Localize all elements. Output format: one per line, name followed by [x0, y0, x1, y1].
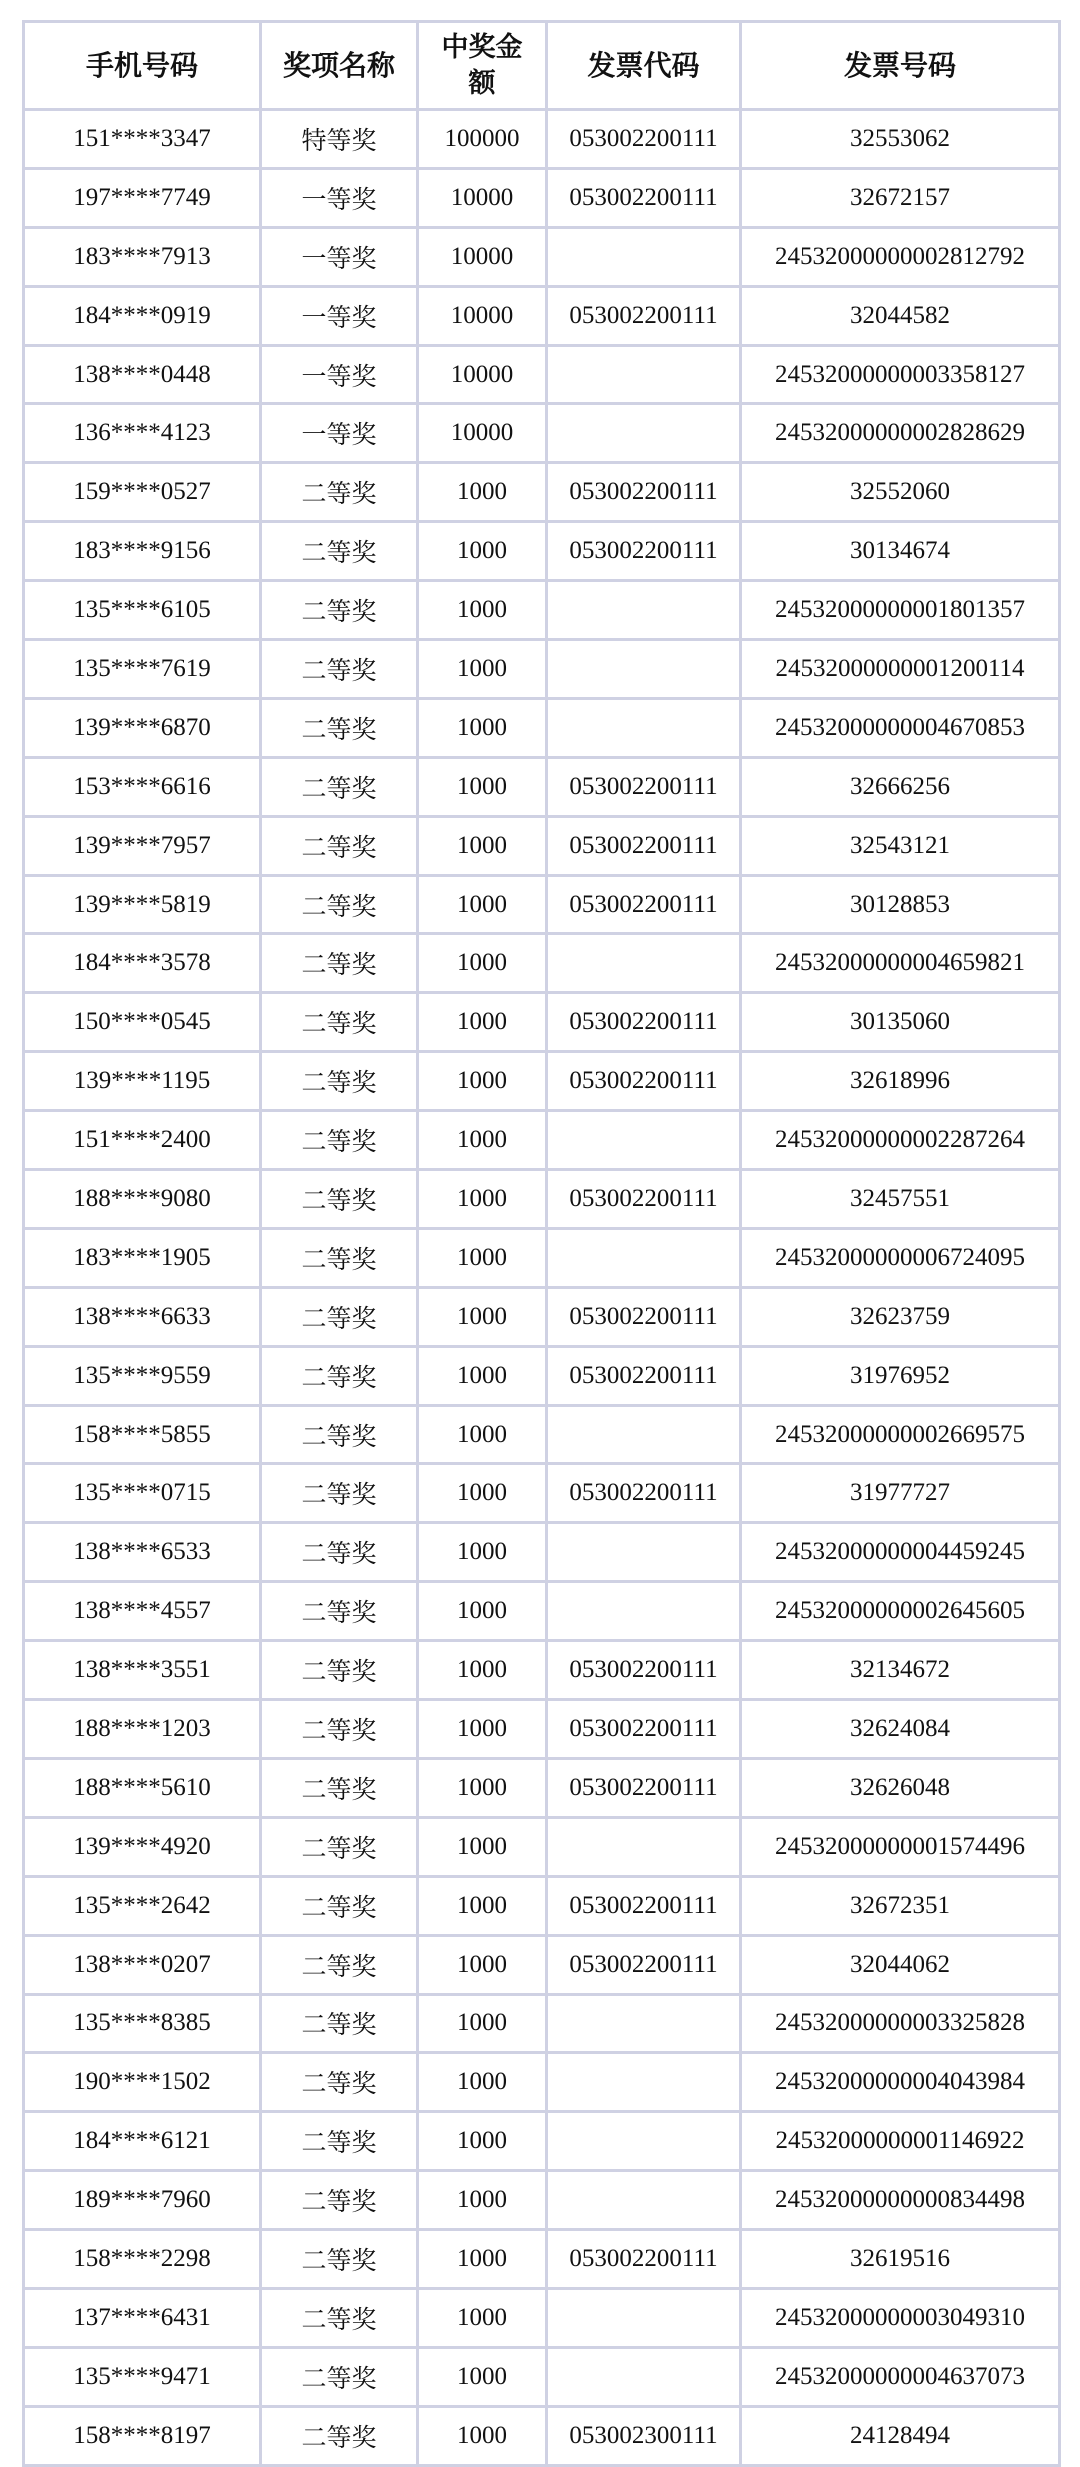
cell-prize-amount: 10000 — [418, 286, 547, 345]
table-row — [24, 286, 1060, 345]
table-row — [24, 1994, 1060, 2053]
table-row — [24, 2112, 1060, 2171]
cell-invoice-number: 32044062 — [741, 1935, 1060, 1994]
cell-invoice-code — [547, 345, 741, 404]
cell-prize-name: 一等奖 — [261, 345, 418, 404]
cell-invoice-code: 053002200111 — [547, 1052, 741, 1111]
table-row — [24, 757, 1060, 816]
cell-prize-name: 二等奖 — [261, 1405, 418, 1464]
cell-invoice-number: 30135060 — [741, 993, 1060, 1052]
cell-invoice-number: 24532000000004459245 — [741, 1523, 1060, 1582]
table-body — [24, 110, 1060, 2466]
cell-prize-amount: 1000 — [418, 1111, 547, 1170]
cell-prize-amount: 10000 — [418, 404, 547, 463]
cell-prize-name: 二等奖 — [261, 1876, 418, 1935]
cell-phone: 139****5819 — [24, 875, 261, 934]
table-row — [24, 993, 1060, 1052]
table-row — [24, 698, 1060, 757]
cell-phone: 139****7957 — [24, 816, 261, 875]
table-row — [24, 1405, 1060, 1464]
cell-invoice-number: 24532000000001801357 — [741, 581, 1060, 640]
cell-prize-name: 二等奖 — [261, 2347, 418, 2406]
cell-prize-name: 特等奖 — [261, 110, 418, 169]
cell-prize-amount: 10000 — [418, 345, 547, 404]
cell-invoice-number: 24532000000002645605 — [741, 1582, 1060, 1641]
cell-invoice-number: 32624084 — [741, 1700, 1060, 1759]
cell-prize-name: 二等奖 — [261, 1346, 418, 1405]
cell-invoice-code — [547, 698, 741, 757]
cell-phone: 197****7749 — [24, 168, 261, 227]
cell-invoice-number: 32543121 — [741, 816, 1060, 875]
table-row — [24, 1876, 1060, 1935]
table-row — [24, 1346, 1060, 1405]
cell-invoice-code — [547, 1405, 741, 1464]
header-phone: 手机号码 — [24, 22, 261, 110]
cell-invoice-code: 053002200111 — [547, 1700, 741, 1759]
cell-invoice-number: 24532000000003358127 — [741, 345, 1060, 404]
cell-prize-amount: 1000 — [418, 1052, 547, 1111]
cell-prize-name: 二等奖 — [261, 2171, 418, 2230]
cell-phone: 135****9471 — [24, 2347, 261, 2406]
cell-invoice-number: 30134674 — [741, 522, 1060, 581]
cell-prize-name: 二等奖 — [261, 2053, 418, 2112]
cell-prize-name: 二等奖 — [261, 1641, 418, 1700]
cell-invoice-number: 32553062 — [741, 110, 1060, 169]
cell-prize-name: 一等奖 — [261, 227, 418, 286]
cell-invoice-code: 053002200111 — [547, 2230, 741, 2289]
cell-prize-amount: 1000 — [418, 2347, 547, 2406]
table-row — [24, 227, 1060, 286]
table-row — [24, 1052, 1060, 1111]
cell-prize-name: 一等奖 — [261, 286, 418, 345]
cell-prize-amount: 1000 — [418, 522, 547, 581]
cell-prize-amount: 1000 — [418, 1170, 547, 1229]
table-row — [24, 1464, 1060, 1523]
cell-prize-amount: 1000 — [418, 2171, 547, 2230]
cell-prize-name: 二等奖 — [261, 993, 418, 1052]
cell-phone: 136****4123 — [24, 404, 261, 463]
cell-prize-amount: 100000 — [418, 110, 547, 169]
cell-prize-name: 二等奖 — [261, 875, 418, 934]
cell-phone: 183****1905 — [24, 1228, 261, 1287]
cell-prize-name: 二等奖 — [261, 2288, 418, 2347]
cell-invoice-number: 32618996 — [741, 1052, 1060, 1111]
cell-prize-amount: 1000 — [418, 993, 547, 1052]
table-row — [24, 1817, 1060, 1876]
cell-invoice-number: 24532000000004659821 — [741, 934, 1060, 993]
table-row — [24, 1170, 1060, 1229]
cell-phone: 158****5855 — [24, 1405, 261, 1464]
cell-prize-amount: 1000 — [418, 581, 547, 640]
cell-prize-name: 二等奖 — [261, 1287, 418, 1346]
cell-prize-amount: 1000 — [418, 1700, 547, 1759]
cell-phone: 138****6633 — [24, 1287, 261, 1346]
cell-invoice-number: 24532000000004043984 — [741, 2053, 1060, 2112]
cell-invoice-code: 053002200111 — [547, 1758, 741, 1817]
cell-phone: 135****7619 — [24, 640, 261, 699]
cell-invoice-number: 32619516 — [741, 2230, 1060, 2289]
cell-invoice-number: 24128494 — [741, 2406, 1060, 2465]
cell-invoice-code: 053002200111 — [547, 1170, 741, 1229]
cell-prize-amount: 1000 — [418, 1994, 547, 2053]
cell-prize-name: 二等奖 — [261, 640, 418, 699]
cell-invoice-code — [547, 1817, 741, 1876]
cell-invoice-code: 053002200111 — [547, 1641, 741, 1700]
cell-invoice-code — [547, 1582, 741, 1641]
cell-invoice-number: 32044582 — [741, 286, 1060, 345]
cell-prize-amount: 1000 — [418, 2406, 547, 2465]
cell-phone: 139****4920 — [24, 1817, 261, 1876]
table-row — [24, 1641, 1060, 1700]
cell-prize-amount: 1000 — [418, 1405, 547, 1464]
cell-prize-name: 二等奖 — [261, 581, 418, 640]
table-row — [24, 463, 1060, 522]
cell-prize-name: 二等奖 — [261, 816, 418, 875]
cell-prize-name: 二等奖 — [261, 463, 418, 522]
cell-invoice-code: 053002200111 — [547, 1876, 741, 1935]
cell-phone: 188****9080 — [24, 1170, 261, 1229]
cell-invoice-code: 053002200111 — [547, 1935, 741, 1994]
cell-prize-name: 二等奖 — [261, 1111, 418, 1170]
cell-prize-name: 二等奖 — [261, 698, 418, 757]
winners-table-container — [22, 20, 1058, 2467]
cell-prize-name: 二等奖 — [261, 1464, 418, 1523]
cell-invoice-number: 32672351 — [741, 1876, 1060, 1935]
header-row — [24, 22, 1060, 110]
cell-phone: 190****1502 — [24, 2053, 261, 2112]
cell-invoice-code — [547, 2053, 741, 2112]
cell-prize-amount: 1000 — [418, 1287, 547, 1346]
cell-invoice-number: 24532000000001200114 — [741, 640, 1060, 699]
cell-prize-name: 二等奖 — [261, 2406, 418, 2465]
cell-prize-name: 二等奖 — [261, 2230, 418, 2289]
table-row — [24, 2347, 1060, 2406]
cell-prize-amount: 1000 — [418, 1523, 547, 1582]
cell-phone: 138****3551 — [24, 1641, 261, 1700]
cell-invoice-code — [547, 227, 741, 286]
cell-invoice-code — [547, 1111, 741, 1170]
table-row — [24, 640, 1060, 699]
cell-invoice-number: 30128853 — [741, 875, 1060, 934]
winners-table — [22, 20, 1061, 2467]
cell-invoice-code: 053002200111 — [547, 757, 741, 816]
cell-prize-name: 二等奖 — [261, 1582, 418, 1641]
cell-prize-name: 二等奖 — [261, 757, 418, 816]
table-row — [24, 404, 1060, 463]
cell-invoice-number: 24532000000003325828 — [741, 1994, 1060, 2053]
cell-invoice-code: 053002200111 — [547, 816, 741, 875]
cell-prize-name: 二等奖 — [261, 1523, 418, 1582]
cell-prize-amount: 1000 — [418, 463, 547, 522]
cell-prize-name: 一等奖 — [261, 404, 418, 463]
table-row — [24, 1758, 1060, 1817]
cell-phone: 135****0715 — [24, 1464, 261, 1523]
cell-phone: 188****1203 — [24, 1700, 261, 1759]
header-invoice-code: 发票代码 — [547, 22, 741, 110]
cell-invoice-number: 24532000000002812792 — [741, 227, 1060, 286]
cell-phone: 135****9559 — [24, 1346, 261, 1405]
cell-prize-amount: 1000 — [418, 1935, 547, 1994]
cell-prize-name: 二等奖 — [261, 1758, 418, 1817]
cell-invoice-code: 053002200111 — [547, 1287, 741, 1346]
table-row — [24, 522, 1060, 581]
table-row — [24, 2171, 1060, 2230]
cell-phone: 150****0545 — [24, 993, 261, 1052]
cell-prize-amount: 10000 — [418, 227, 547, 286]
cell-invoice-code — [547, 581, 741, 640]
cell-prize-name: 二等奖 — [261, 2112, 418, 2171]
cell-prize-name: 二等奖 — [261, 934, 418, 993]
table-row — [24, 168, 1060, 227]
table-row — [24, 934, 1060, 993]
cell-invoice-code: 053002200111 — [547, 522, 741, 581]
cell-prize-amount: 1000 — [418, 1758, 547, 1817]
cell-invoice-number: 24532000000002287264 — [741, 1111, 1060, 1170]
cell-phone: 151****3347 — [24, 110, 261, 169]
cell-invoice-number: 31977727 — [741, 1464, 1060, 1523]
cell-invoice-number: 24532000000001574496 — [741, 1817, 1060, 1876]
cell-phone: 135****8385 — [24, 1994, 261, 2053]
cell-phone: 159****0527 — [24, 463, 261, 522]
cell-invoice-number: 24532000000004637073 — [741, 2347, 1060, 2406]
cell-prize-amount: 1000 — [418, 2112, 547, 2171]
cell-prize-amount: 1000 — [418, 640, 547, 699]
table-row — [24, 2406, 1060, 2465]
cell-invoice-code: 053002300111 — [547, 2406, 741, 2465]
cell-prize-amount: 1000 — [418, 2288, 547, 2347]
cell-invoice-code: 053002200111 — [547, 875, 741, 934]
cell-invoice-code: 053002200111 — [547, 110, 741, 169]
cell-phone: 184****0919 — [24, 286, 261, 345]
table-row — [24, 1582, 1060, 1641]
cell-invoice-code: 053002200111 — [547, 1464, 741, 1523]
table-row — [24, 110, 1060, 169]
cell-phone: 158****8197 — [24, 2406, 261, 2465]
cell-invoice-number: 32666256 — [741, 757, 1060, 816]
cell-phone: 137****6431 — [24, 2288, 261, 2347]
cell-invoice-number: 31976952 — [741, 1346, 1060, 1405]
header-prize-name: 奖项名称 — [261, 22, 418, 110]
cell-invoice-number: 32134672 — [741, 1641, 1060, 1700]
cell-phone: 153****6616 — [24, 757, 261, 816]
cell-invoice-number: 32672157 — [741, 168, 1060, 227]
cell-prize-amount: 1000 — [418, 1876, 547, 1935]
table-row — [24, 581, 1060, 640]
cell-phone: 135****6105 — [24, 581, 261, 640]
cell-invoice-code: 053002200111 — [547, 1346, 741, 1405]
cell-prize-amount: 1000 — [418, 816, 547, 875]
cell-phone: 184****3578 — [24, 934, 261, 993]
cell-phone: 139****1195 — [24, 1052, 261, 1111]
cell-invoice-number: 32626048 — [741, 1758, 1060, 1817]
cell-phone: 138****4557 — [24, 1582, 261, 1641]
cell-invoice-code — [547, 2288, 741, 2347]
cell-invoice-code: 053002200111 — [547, 993, 741, 1052]
header-invoice-number: 发票号码 — [741, 22, 1060, 110]
cell-invoice-code — [547, 934, 741, 993]
cell-prize-amount: 1000 — [418, 1346, 547, 1405]
table-row — [24, 1111, 1060, 1170]
cell-invoice-code: 053002200111 — [547, 286, 741, 345]
cell-invoice-number: 24532000000003049310 — [741, 2288, 1060, 2347]
cell-prize-name: 二等奖 — [261, 1052, 418, 1111]
cell-invoice-code — [547, 404, 741, 463]
cell-invoice-code — [547, 2171, 741, 2230]
table-row — [24, 2288, 1060, 2347]
cell-prize-name: 二等奖 — [261, 1700, 418, 1759]
cell-invoice-number: 24532000000006724095 — [741, 1228, 1060, 1287]
cell-phone: 138****0448 — [24, 345, 261, 404]
cell-phone: 138****0207 — [24, 1935, 261, 1994]
cell-prize-name: 二等奖 — [261, 1170, 418, 1229]
cell-invoice-code — [547, 1994, 741, 2053]
table-row — [24, 2053, 1060, 2112]
cell-prize-name: 二等奖 — [261, 1935, 418, 1994]
cell-prize-amount: 1000 — [418, 934, 547, 993]
cell-phone: 184****6121 — [24, 2112, 261, 2171]
table-row — [24, 1228, 1060, 1287]
cell-phone: 183****7913 — [24, 227, 261, 286]
table-row — [24, 816, 1060, 875]
cell-invoice-code — [547, 2347, 741, 2406]
cell-invoice-code — [547, 2112, 741, 2171]
table-row — [24, 2230, 1060, 2289]
cell-invoice-code: 053002200111 — [547, 463, 741, 522]
cell-invoice-number: 32457551 — [741, 1170, 1060, 1229]
cell-prize-name: 二等奖 — [261, 1228, 418, 1287]
table-row — [24, 1700, 1060, 1759]
cell-invoice-code — [547, 1228, 741, 1287]
cell-phone: 139****6870 — [24, 698, 261, 757]
cell-invoice-code — [547, 1523, 741, 1582]
cell-invoice-number: 24532000000001146922 — [741, 2112, 1060, 2171]
cell-phone: 183****9156 — [24, 522, 261, 581]
cell-phone: 158****2298 — [24, 2230, 261, 2289]
cell-invoice-code: 053002200111 — [547, 168, 741, 227]
cell-invoice-number: 24532000000002828629 — [741, 404, 1060, 463]
cell-prize-amount: 1000 — [418, 698, 547, 757]
cell-prize-amount: 1000 — [418, 875, 547, 934]
cell-phone: 189****7960 — [24, 2171, 261, 2230]
header-prize-amount: 中奖金额 — [418, 22, 547, 110]
cell-invoice-code — [547, 640, 741, 699]
cell-invoice-number: 24532000000000834498 — [741, 2171, 1060, 2230]
cell-phone: 151****2400 — [24, 1111, 261, 1170]
cell-invoice-number: 24532000000002669575 — [741, 1405, 1060, 1464]
cell-invoice-number: 32623759 — [741, 1287, 1060, 1346]
cell-prize-amount: 10000 — [418, 168, 547, 227]
cell-prize-amount: 1000 — [418, 1641, 547, 1700]
cell-invoice-number: 24532000000004670853 — [741, 698, 1060, 757]
table-row — [24, 1523, 1060, 1582]
table-row — [24, 345, 1060, 404]
table-row — [24, 1287, 1060, 1346]
cell-prize-name: 二等奖 — [261, 1994, 418, 2053]
table-header — [24, 22, 1060, 110]
cell-prize-name: 二等奖 — [261, 1817, 418, 1876]
cell-prize-amount: 1000 — [418, 2230, 547, 2289]
cell-prize-amount: 1000 — [418, 1228, 547, 1287]
cell-phone: 138****6533 — [24, 1523, 261, 1582]
table-row — [24, 875, 1060, 934]
cell-prize-amount: 1000 — [418, 1582, 547, 1641]
cell-prize-amount: 1000 — [418, 757, 547, 816]
table-row — [24, 1935, 1060, 1994]
cell-prize-amount: 1000 — [418, 2053, 547, 2112]
cell-prize-name: 一等奖 — [261, 168, 418, 227]
cell-phone: 188****5610 — [24, 1758, 261, 1817]
cell-invoice-number: 32552060 — [741, 463, 1060, 522]
cell-prize-amount: 1000 — [418, 1464, 547, 1523]
cell-phone: 135****2642 — [24, 1876, 261, 1935]
cell-prize-amount: 1000 — [418, 1817, 547, 1876]
cell-prize-name: 二等奖 — [261, 522, 418, 581]
